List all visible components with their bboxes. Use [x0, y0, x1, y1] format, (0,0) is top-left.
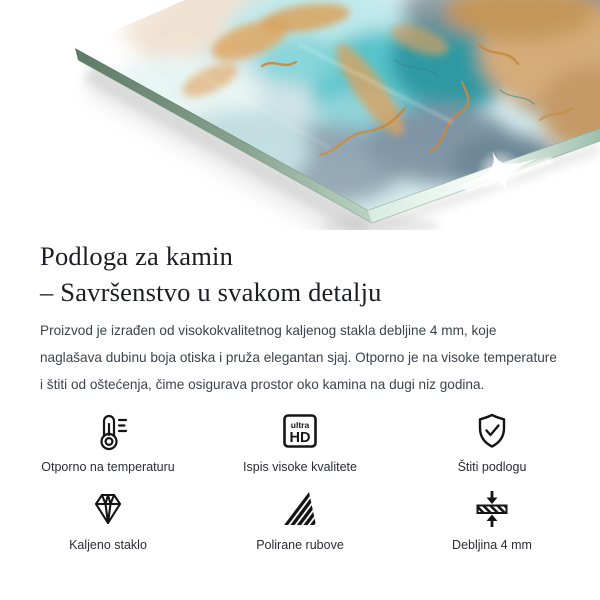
ultra-hd-icon: [280, 411, 320, 451]
product-text-section: [0, 238, 600, 398]
feature-item-temperature: [12, 411, 204, 475]
feature-label: Debljina 4 mm: [452, 538, 532, 552]
feature-label: Štiti podlogu: [457, 460, 527, 474]
thickness-icon: [472, 489, 512, 529]
page-title-line-1: Podloga za kamin: [40, 241, 234, 271]
feature-item-print-quality: [204, 411, 396, 475]
page-title: [40, 238, 560, 310]
hd-label: HD: [289, 430, 311, 446]
feature-label: Ispis visoke kvalitete: [243, 460, 357, 474]
feature-label: Otporno na temperaturu: [41, 460, 175, 474]
page-title-line-2: – Savršenstvo u svakom detalju: [40, 277, 382, 307]
product-hero: [0, 0, 600, 230]
diamond-icon: [88, 489, 128, 529]
ultra-label: ultra: [290, 420, 310, 430]
feature-item-polished-edges: [204, 489, 396, 553]
shield-check-icon: [472, 411, 512, 451]
glass-panel-image: [0, 0, 600, 230]
feature-grid: [0, 411, 600, 553]
feature-item-protection: [396, 411, 588, 475]
feature-item-thickness: [396, 489, 588, 553]
polished-edge-icon: [280, 489, 320, 529]
feature-item-tempered-glass: [12, 489, 204, 553]
thermometer-icon: [88, 411, 128, 451]
feature-label: Polirane rubove: [256, 538, 344, 552]
feature-label: Kaljeno staklo: [69, 538, 147, 552]
product-description: Proizvod je izrađen od visokokvalitetnog kaljenog stakla debljine 4 mm, koje naglašava dubinu boja otiska i pruža elegantan sjaj. Otporno je na visoke temperature i štiti od oštećenja, čime osigurava prostor oko kamina na dugi niz godina.: [40, 323, 557, 392]
